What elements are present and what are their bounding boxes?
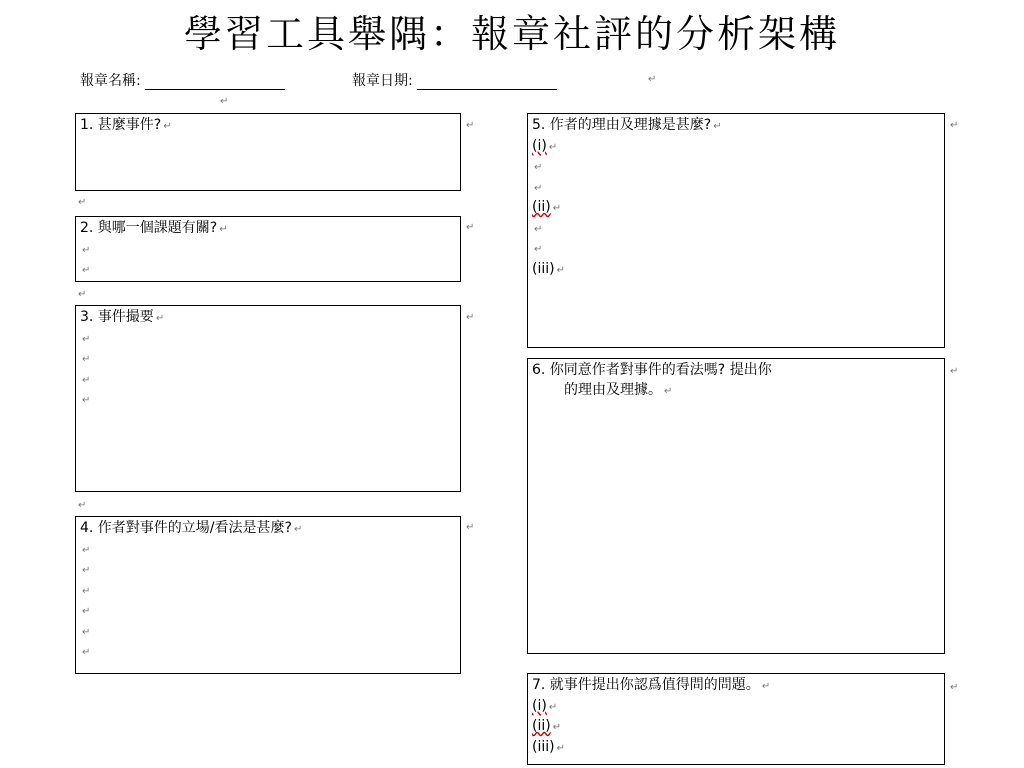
cell-end-mark: ↵: [466, 312, 475, 323]
question-label-2: 2. 與哪一個課題有關? ↵: [80, 220, 228, 236]
cell-end-mark: ↵: [466, 222, 475, 233]
question-box-1[interactable]: [75, 113, 461, 191]
item-i: (i) ↵: [532, 137, 558, 154]
item-i: (i) ↵: [532, 697, 558, 714]
question-label-6-continued: 的理由及理據。 ↵: [564, 381, 673, 398]
cell-end-mark: ↵: [950, 366, 959, 377]
question-label-5: 5. 作者的理由及理據是甚麼? ↵: [532, 117, 722, 133]
question-box-4[interactable]: [75, 516, 461, 674]
cell-end-mark: ↵: [950, 120, 959, 131]
question-label-6: 6. 你同意作者對事件的看法嗎? 提出你: [532, 362, 772, 378]
paragraph-mark: ↵: [534, 223, 543, 235]
paragraph-mark: ↵: [82, 333, 91, 345]
newspaper-name-blank[interactable]: [145, 75, 285, 90]
paragraph-mark: ↵: [78, 500, 87, 511]
newspaper-name-field[interactable]: [80, 72, 285, 90]
paragraph-mark: ↵: [82, 395, 91, 406]
question-box-6[interactable]: [527, 358, 945, 654]
cell-end-mark: ↵: [466, 120, 475, 131]
paragraph-mark: ↵: [82, 374, 91, 386]
question-label-4: 4. 作者對事件的立場/看法是甚麼? ↵: [80, 520, 303, 536]
paragraph-mark: ↵: [82, 626, 91, 638]
question-box-2[interactable]: [75, 216, 461, 282]
paragraph-mark: ↵: [648, 74, 657, 85]
item-ii: (ii) ↵: [532, 199, 562, 215]
newspaper-name-label: 報章名稱:: [80, 73, 141, 89]
paragraph-mark: ↵: [534, 182, 543, 194]
page-title: 學習工具舉隅：報章社評的分析架構: [183, 12, 840, 56]
item-iii: (iii) ↵: [532, 260, 565, 277]
paragraph-mark: ↵: [220, 96, 229, 107]
question-box-5[interactable]: [527, 113, 945, 348]
newspaper-date-field[interactable]: [352, 72, 557, 90]
newspaper-date-blank[interactable]: [417, 75, 557, 90]
paragraph-mark: ↵: [82, 585, 91, 597]
question-label-3: 3. 事件撮要 ↵: [80, 309, 165, 325]
question-label-7: 7. 就事件提出你認爲值得問的問題。 ↵: [532, 677, 771, 693]
paragraph-mark: ↵: [82, 647, 91, 658]
question-label-1: 1. 甚麼事件? ↵: [80, 117, 172, 133]
paragraph-mark: ↵: [82, 565, 91, 576]
item-iii: (iii) ↵: [532, 738, 565, 755]
question-box-3[interactable]: [75, 305, 461, 492]
paragraph-mark: ↵: [78, 289, 87, 300]
paragraph-mark: ↵: [82, 544, 91, 556]
paragraph-mark: ↵: [534, 162, 543, 173]
item-ii: (ii) ↵: [532, 718, 562, 734]
cell-end-mark: ↵: [950, 682, 959, 693]
paragraph-mark: ↵: [82, 265, 91, 276]
paragraph-mark: ↵: [534, 244, 543, 255]
paragraph-mark: ↵: [82, 606, 91, 617]
cell-end-mark: ↵: [466, 522, 475, 533]
paragraph-mark: ↵: [82, 354, 91, 365]
paragraph-mark: ↵: [82, 244, 91, 256]
newspaper-date-label: 報章日期:: [352, 73, 413, 89]
paragraph-mark: ↵: [78, 197, 87, 208]
question-box-7[interactable]: [527, 673, 945, 765]
